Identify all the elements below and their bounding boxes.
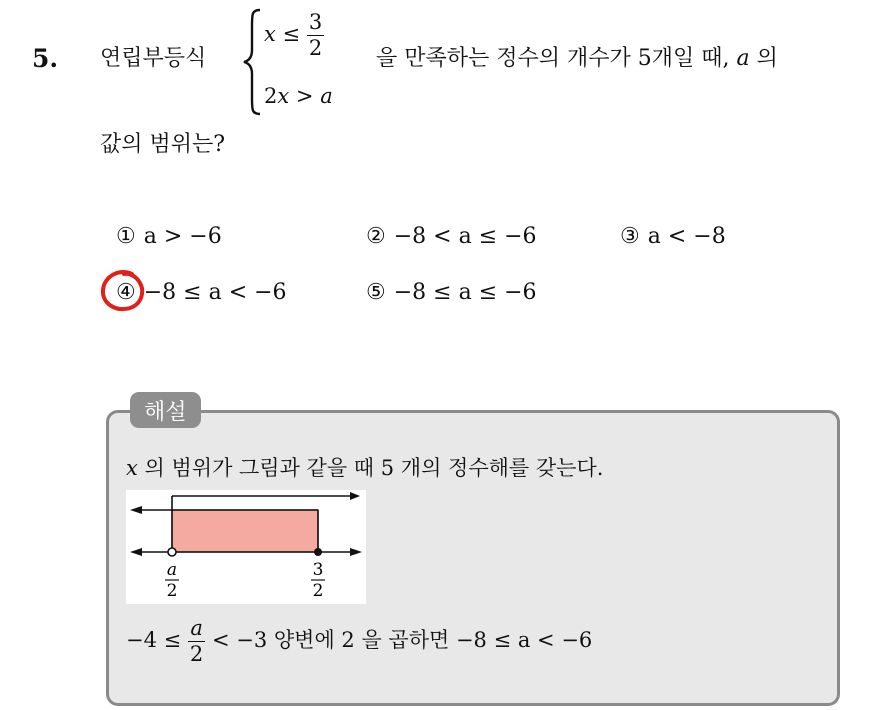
system-row1-num: 3: [308, 10, 323, 34]
left-label-num: a: [166, 560, 178, 580]
system-row1-op: ≤: [282, 22, 301, 46]
question-stem-middle: [376, 48, 778, 70]
system-row2-coef: 2: [264, 84, 278, 108]
axis-left-arrow-icon: [130, 548, 142, 556]
solution-line-1: [126, 452, 603, 482]
choice-4-text: −8 ≤ a < −6: [143, 280, 287, 305]
left-label-den: 2: [166, 581, 178, 601]
solution-tag: 해설: [130, 392, 201, 428]
middle-ray-arrow-icon: [130, 506, 142, 514]
solution-region-fill: [172, 510, 318, 552]
upper-ray-arrow-icon: [350, 492, 360, 500]
selected-answer-circle-icon: [98, 266, 150, 316]
solution-line3-den: 2: [189, 642, 204, 666]
system-row1-var: x: [264, 22, 276, 46]
stem-count: 5: [637, 46, 652, 71]
choice-3[interactable]: [620, 224, 726, 249]
system-brace: [242, 6, 264, 118]
solution-line3-left: −4 ≤: [126, 628, 182, 652]
solution-line1-text: 의 범위가 그림과 같을 때 5 개의 정수해를 갖는다.: [144, 456, 604, 480]
solution-line3-num: a: [190, 616, 203, 640]
solution-line3-right: < −3 양변에 2 을 곱하면 −8 ≤ a < −6: [211, 628, 593, 652]
choice-5-mark: ⑤: [366, 280, 386, 305]
system-row2-rhs: a: [320, 84, 333, 108]
solution-line1-var: x: [126, 456, 138, 480]
number-line-diagram: [126, 490, 366, 604]
right-label-num: 3: [312, 560, 324, 580]
system-row2-op: >: [295, 84, 314, 108]
choice-2[interactable]: [366, 224, 537, 249]
choice-5[interactable]: [366, 280, 537, 305]
solution-line3-fraction: [188, 618, 205, 665]
stem-count-unit: 개일 때,: [651, 46, 730, 71]
system-row-1: [264, 12, 324, 59]
choice-1-mark: ①: [116, 224, 136, 249]
question-stem-prefix: 연립부등식: [100, 46, 207, 71]
stem-mid-text: 을 만족하는 정수의 개수가: [376, 46, 631, 71]
stem-var: a: [736, 46, 750, 71]
stem-suffix: 의: [756, 46, 778, 71]
choice-4-mark: ④: [116, 280, 136, 305]
system-row-2: [264, 84, 333, 108]
right-label-den: 2: [312, 581, 324, 601]
choice-3-mark: ③: [620, 224, 640, 249]
choice-5-text: −8 ≤ a ≤ −6: [393, 280, 537, 305]
system-row2-var: x: [277, 84, 290, 108]
choice-2-text: −8 < a ≤ −6: [393, 224, 537, 249]
choice-2-mark: ②: [366, 224, 386, 249]
axis-right-arrow-icon: [350, 548, 362, 556]
solution-line-3: [126, 618, 592, 665]
choice-1[interactable]: [116, 224, 222, 249]
closed-endpoint-icon: [314, 548, 322, 556]
number-line-svg: [126, 490, 366, 604]
question-number: 5.: [32, 44, 59, 73]
system-row1-den: 2: [308, 36, 323, 60]
choice-1-text: a > −6: [143, 224, 222, 249]
choice-3-text: a < −8: [647, 224, 726, 249]
system-row1-fraction: [307, 12, 324, 59]
open-endpoint-icon: [168, 548, 176, 556]
question-stem-line2: 값의 범위는?: [100, 132, 226, 157]
